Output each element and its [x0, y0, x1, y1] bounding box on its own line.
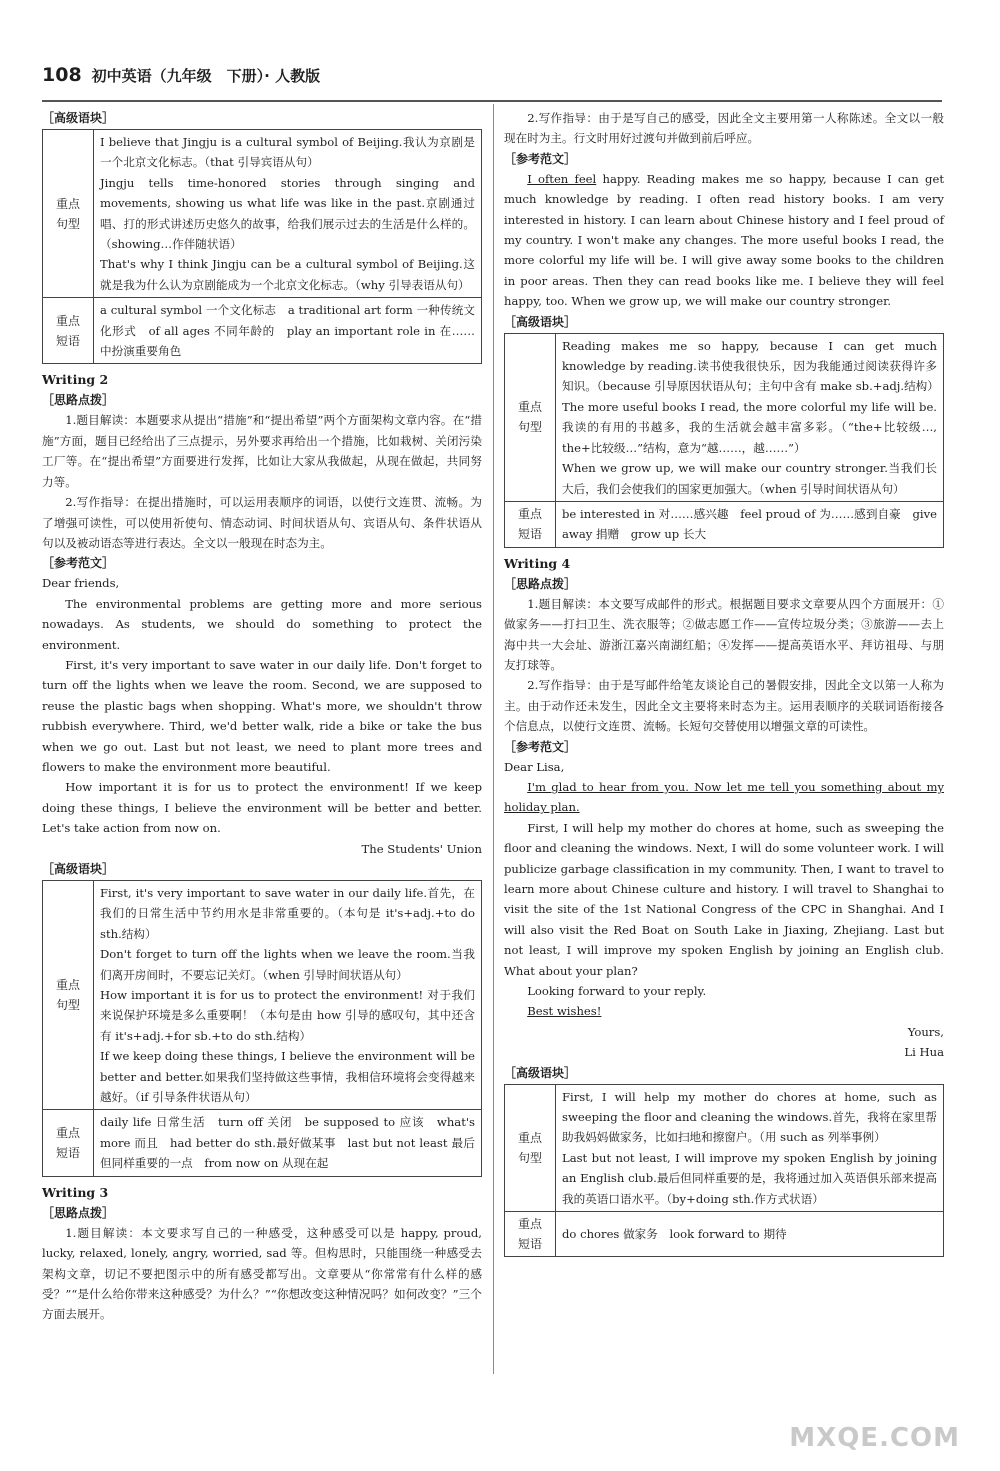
- phrase-table-4: [504, 1084, 944, 1257]
- site-watermark: MXQE.COM: [789, 1423, 960, 1453]
- sentence: First, it's very important to save water in our daily life.首先，在我们的日常生活中节约用水是非常重要的。（本句是 it's+adj.+to do sth.结构）: [100, 886, 475, 941]
- column-divider: [493, 104, 494, 1374]
- row-content: [556, 333, 944, 501]
- page-number: 108: [42, 64, 82, 86]
- sentence: If we keep doing these things, I believe the environment will be better and better.如果我们坚持做这些事情，我相信环境将会变得越来越好。（if 引导条件状语从句）: [100, 1049, 475, 1105]
- row-head-text: 重点 短语: [55, 1126, 80, 1161]
- page-title: 初中英语（九年级 下册）· 人教版: [91, 67, 321, 85]
- sentence: I believe that Jingju is a cultural symbol of Beijing.我认为京剧是一个北京文化标志。（that 引导宾语从句）: [100, 135, 475, 170]
- table-label: ［高级语块］: [42, 862, 115, 876]
- table-label: ［高级语块］: [504, 314, 577, 329]
- essay-text: happy. Reading makes me so happy, because I can get much knowledge by reading. I often read history books. I am very interested in history. I can learn about Chinese history and I feel proud of my country. I won't make any changes. The more useful books I read, the more colorful my life will be. I will give away some books to the children in poor areas. Then they can read books like me. I believe they will feel happy, too. When we grow up, we will make our country stronger.: [504, 171, 944, 309]
- row-content: a cultural symbol 一个文化标志 a traditional art form 一种传统文化形式 of all ages 不同年龄的 play an important role in 在……中扮演重要角色: [94, 298, 482, 364]
- sentence: When we grow up, we will make our country stronger.当我们长大后，我们会使我们的国家更加强大。（when 引导时间状语从句）: [562, 461, 937, 496]
- row-head-text: 重点 句型: [517, 400, 542, 435]
- row-head-text: 重点 短语: [55, 313, 80, 348]
- sentence: Jingju tells time-honored stories through singing and movements, showing us what life was like in the past.京剧通过唱、打的形式讲述历史悠久的故事，给我们展示过去的生活是什么样的。（showing…作伴随状语）: [100, 175, 475, 252]
- essay-paragraph: First, it's very important to save water in our daily life. Don't forget to turn off the lights when we leave the room. Second, we are supposed to reuse the plastic bags when shopping. What's more, we shouldn't throw rubbish everywhere. Third, we'd better walk, ride a bike or take the bus when we go out. Last but not least, we need to plant more trees and flowers to make the environment more beautiful.: [42, 657, 482, 774]
- row-head: [43, 130, 94, 298]
- row-content: daily life 日常生活 turn off 关闭 be supposed to 应该 what's more 而且 had better do sth.最好做某事 last but not least 最后但同样重要的一点 from now on 从现在起: [94, 1110, 482, 1176]
- sentence: Reading makes me so happy, because I can get much knowledge by reading.读书使我很快乐，因为我能通过阅读获得许多知识。（because 引导原因状语从句；主句中含有 make sb.+adj.结构）: [562, 338, 939, 394]
- row-head: [43, 1110, 94, 1176]
- phrase-table-3: [504, 333, 944, 548]
- greeting: Dear Lisa,: [504, 759, 565, 774]
- signature: Li Hua: [904, 1045, 944, 1060]
- signature: The Students' Union: [361, 841, 482, 856]
- underlined-phrase: I often feel: [527, 171, 597, 186]
- signature: Yours,: [907, 1024, 944, 1039]
- tip-paragraph: 1.题目解读：本题要求从提出“措施”和“提出希望”两个方面架构文章内容。在“措施”方面，题目已经给出了三点提示，另外要求再给出一个措施，比如栽树、关闭污染工厂等。在“提出希望”方面要进行发挥，比如让大家从我做起，从现在做起，共同努力等。: [42, 413, 482, 489]
- essay-paragraph: First, I will help my mother do chores at home, such as sweeping the floor and cleaning the windows. Next, I will do some volunteer work. I will publicize garbage classification in my community. Then, I want to travel to learn more about Chinese culture and history. I will travel to Shanghai to visit the site of the 1st National Congress of the CPC in Shanghai. And I will also visit the Red Boat on South Lake in Jiaxing, Zhejiang. Last but not least, I will improve my spoken English by joining an English club. What about your plan?: [504, 820, 944, 978]
- left-column: [42, 108, 482, 1325]
- sentence: The more useful books I read, the more colorful my life will be.我读的有用的书越多，我的生活就会越丰富多彩。（“the+比较级…, the+比较级…”结构，意为“越……，越……”）: [562, 399, 937, 455]
- row-head: [43, 298, 94, 364]
- greeting: Dear friends,: [42, 576, 120, 591]
- row-content: [556, 1084, 944, 1211]
- sample-label: ［参考范文］: [42, 556, 115, 571]
- essay-paragraph: [504, 169, 944, 312]
- sentence: That's why I think Jingju can be a cultural symbol of Beijing.这就是我为什么认为京剧能成为一个北京文化标志。（why 引导表语从句）: [100, 257, 475, 292]
- row-content: [94, 130, 482, 298]
- phrase-table-2: [42, 880, 482, 1177]
- tips-label: ［思路点拨］: [504, 576, 577, 591]
- row-head-text: 重点 句型: [55, 196, 80, 231]
- sentence: First, I will help my mother do chores at home, such as sweeping the floor and cleaning the windows.首先，我将在家里帮助我妈妈做家务，比如扫地和擦窗户。（用 such as 列举事例）: [562, 1089, 937, 1145]
- tip-paragraph: 2.写作指导：在提出措施时，可以运用表顺序的词语，以使行文连贯、流畅。为了增强可读性，可以使用祈使句、情态动词、时间状语从句、宾语从句、条件状语从句以及被动语态等进行表达。全文以一般现在时态为主。: [42, 495, 482, 550]
- essay-paragraph: The environmental problems are getting more and more serious nowadays. As students, we should do something to protect the environment.: [42, 596, 482, 652]
- table-label: ［高级语块］: [42, 111, 115, 125]
- right-column: [504, 108, 944, 1262]
- row-head: [43, 881, 94, 1110]
- row-content: [94, 881, 482, 1110]
- sample-label: ［参考范文］: [504, 739, 577, 754]
- tip-paragraph: 1.题目解读：本文要写成邮件的形式。根据题目要求文章要从四个方面展开：①做家务——打扫卫生、洗衣服等；②做志愿工作——宣传垃圾分类；③旅游——去上海中共一大会址、游浙江嘉兴南湖红船；④发挥——提高英语水平、拜访祖母、与朋友打球等。: [504, 596, 944, 672]
- page-header: [42, 64, 320, 94]
- row-head: [505, 501, 556, 547]
- section-title: Writing 3: [42, 1184, 109, 1200]
- header-rule: [42, 100, 942, 102]
- sample-label: ［参考范文］: [504, 151, 577, 166]
- tip-paragraph: 1.题目解读：本文要求写自己的一种感受，这种感受可以是 happy, proud, lucky, relaxed, lonely, angry, worried, sad 等。但构思时，只能围绕一种感受去架构文章，切记不要把图示中的所有感受都写出。文章要从“你常常有什么样的感受？”“是什么给你带来这种感受？为什么？”“你想改变这种情况吗？如何改变？”三个方面去展开。: [42, 1225, 482, 1322]
- tips-label: ［思路点拨］: [42, 1205, 115, 1220]
- tip-paragraph: 2.写作指导：由于是写邮件给笔友谈论自己的暑假安排，因此全文以第一人称为主。由于动作还未发生，因此全文主要将来时态为主。运用表顺序的关联词语衔接各个信息点，以使行文连贯、流畅。长短句交替使用以增强文章的可读性。: [504, 678, 944, 734]
- essay-paragraph: Looking forward to your reply.: [527, 984, 707, 999]
- sentence: How important it is for us to protect the environment! 对于我们来说保护环境是多么重要啊！（本句是由 how 引导的感叹句，其中还含有 it's+adj.+for sb.+to do sth.结构）: [100, 988, 475, 1043]
- phrase-table-1: [42, 129, 482, 364]
- row-content: do chores 做家务 look forward to 期待: [556, 1212, 944, 1257]
- table-label: ［高级语块］: [504, 1065, 577, 1080]
- row-head-text: 重点 句型: [517, 1130, 542, 1165]
- row-head: [505, 1212, 556, 1257]
- row-head: [505, 1084, 556, 1211]
- row-content: be interested in 对……感兴趣 feel proud of 为……感到自豪 give away 捐赠 grow up 长大: [556, 501, 944, 547]
- underlined-phrase: Best wishes!: [527, 1004, 602, 1019]
- sentence: Last but not least, I will improve my spoken English by joining an English club.最后但同样重要的是，我将通过加入英语俱乐部来提高我的英语口语水平。（by+doing sth.作方式状语）: [562, 1150, 937, 1206]
- tips-label: ［思路点拨］: [42, 393, 115, 408]
- sentence: Don't forget to turn off the lights when we leave the room.当我们离开房间时，不要忘记关灯。（when 引导时间状语从句）: [100, 947, 475, 982]
- tip-paragraph: 2.写作指导：由于是写自己的感受，因此全文主要用第一人称陈述。全文以一般现在时为主。行文时用好过渡句并做到前后呼应。: [504, 111, 944, 146]
- row-head-text: 重点 短语: [517, 1217, 542, 1252]
- row-head-text: 重点 句型: [55, 978, 80, 1013]
- essay-paragraph: How important it is for us to protect the environment! If we keep doing these things, I believe the environment will be better and better. Let's take action from now on.: [42, 780, 482, 836]
- essay-paragraph: [504, 1001, 944, 1021]
- essay-paragraph: I'm glad to hear from you. Now let me tell you something about my holiday plan.: [504, 779, 944, 815]
- row-head: [505, 333, 556, 501]
- section-title: Writing 4: [504, 555, 571, 571]
- row-head-text: 重点 短语: [517, 507, 542, 542]
- section-title: Writing 2: [42, 372, 109, 388]
